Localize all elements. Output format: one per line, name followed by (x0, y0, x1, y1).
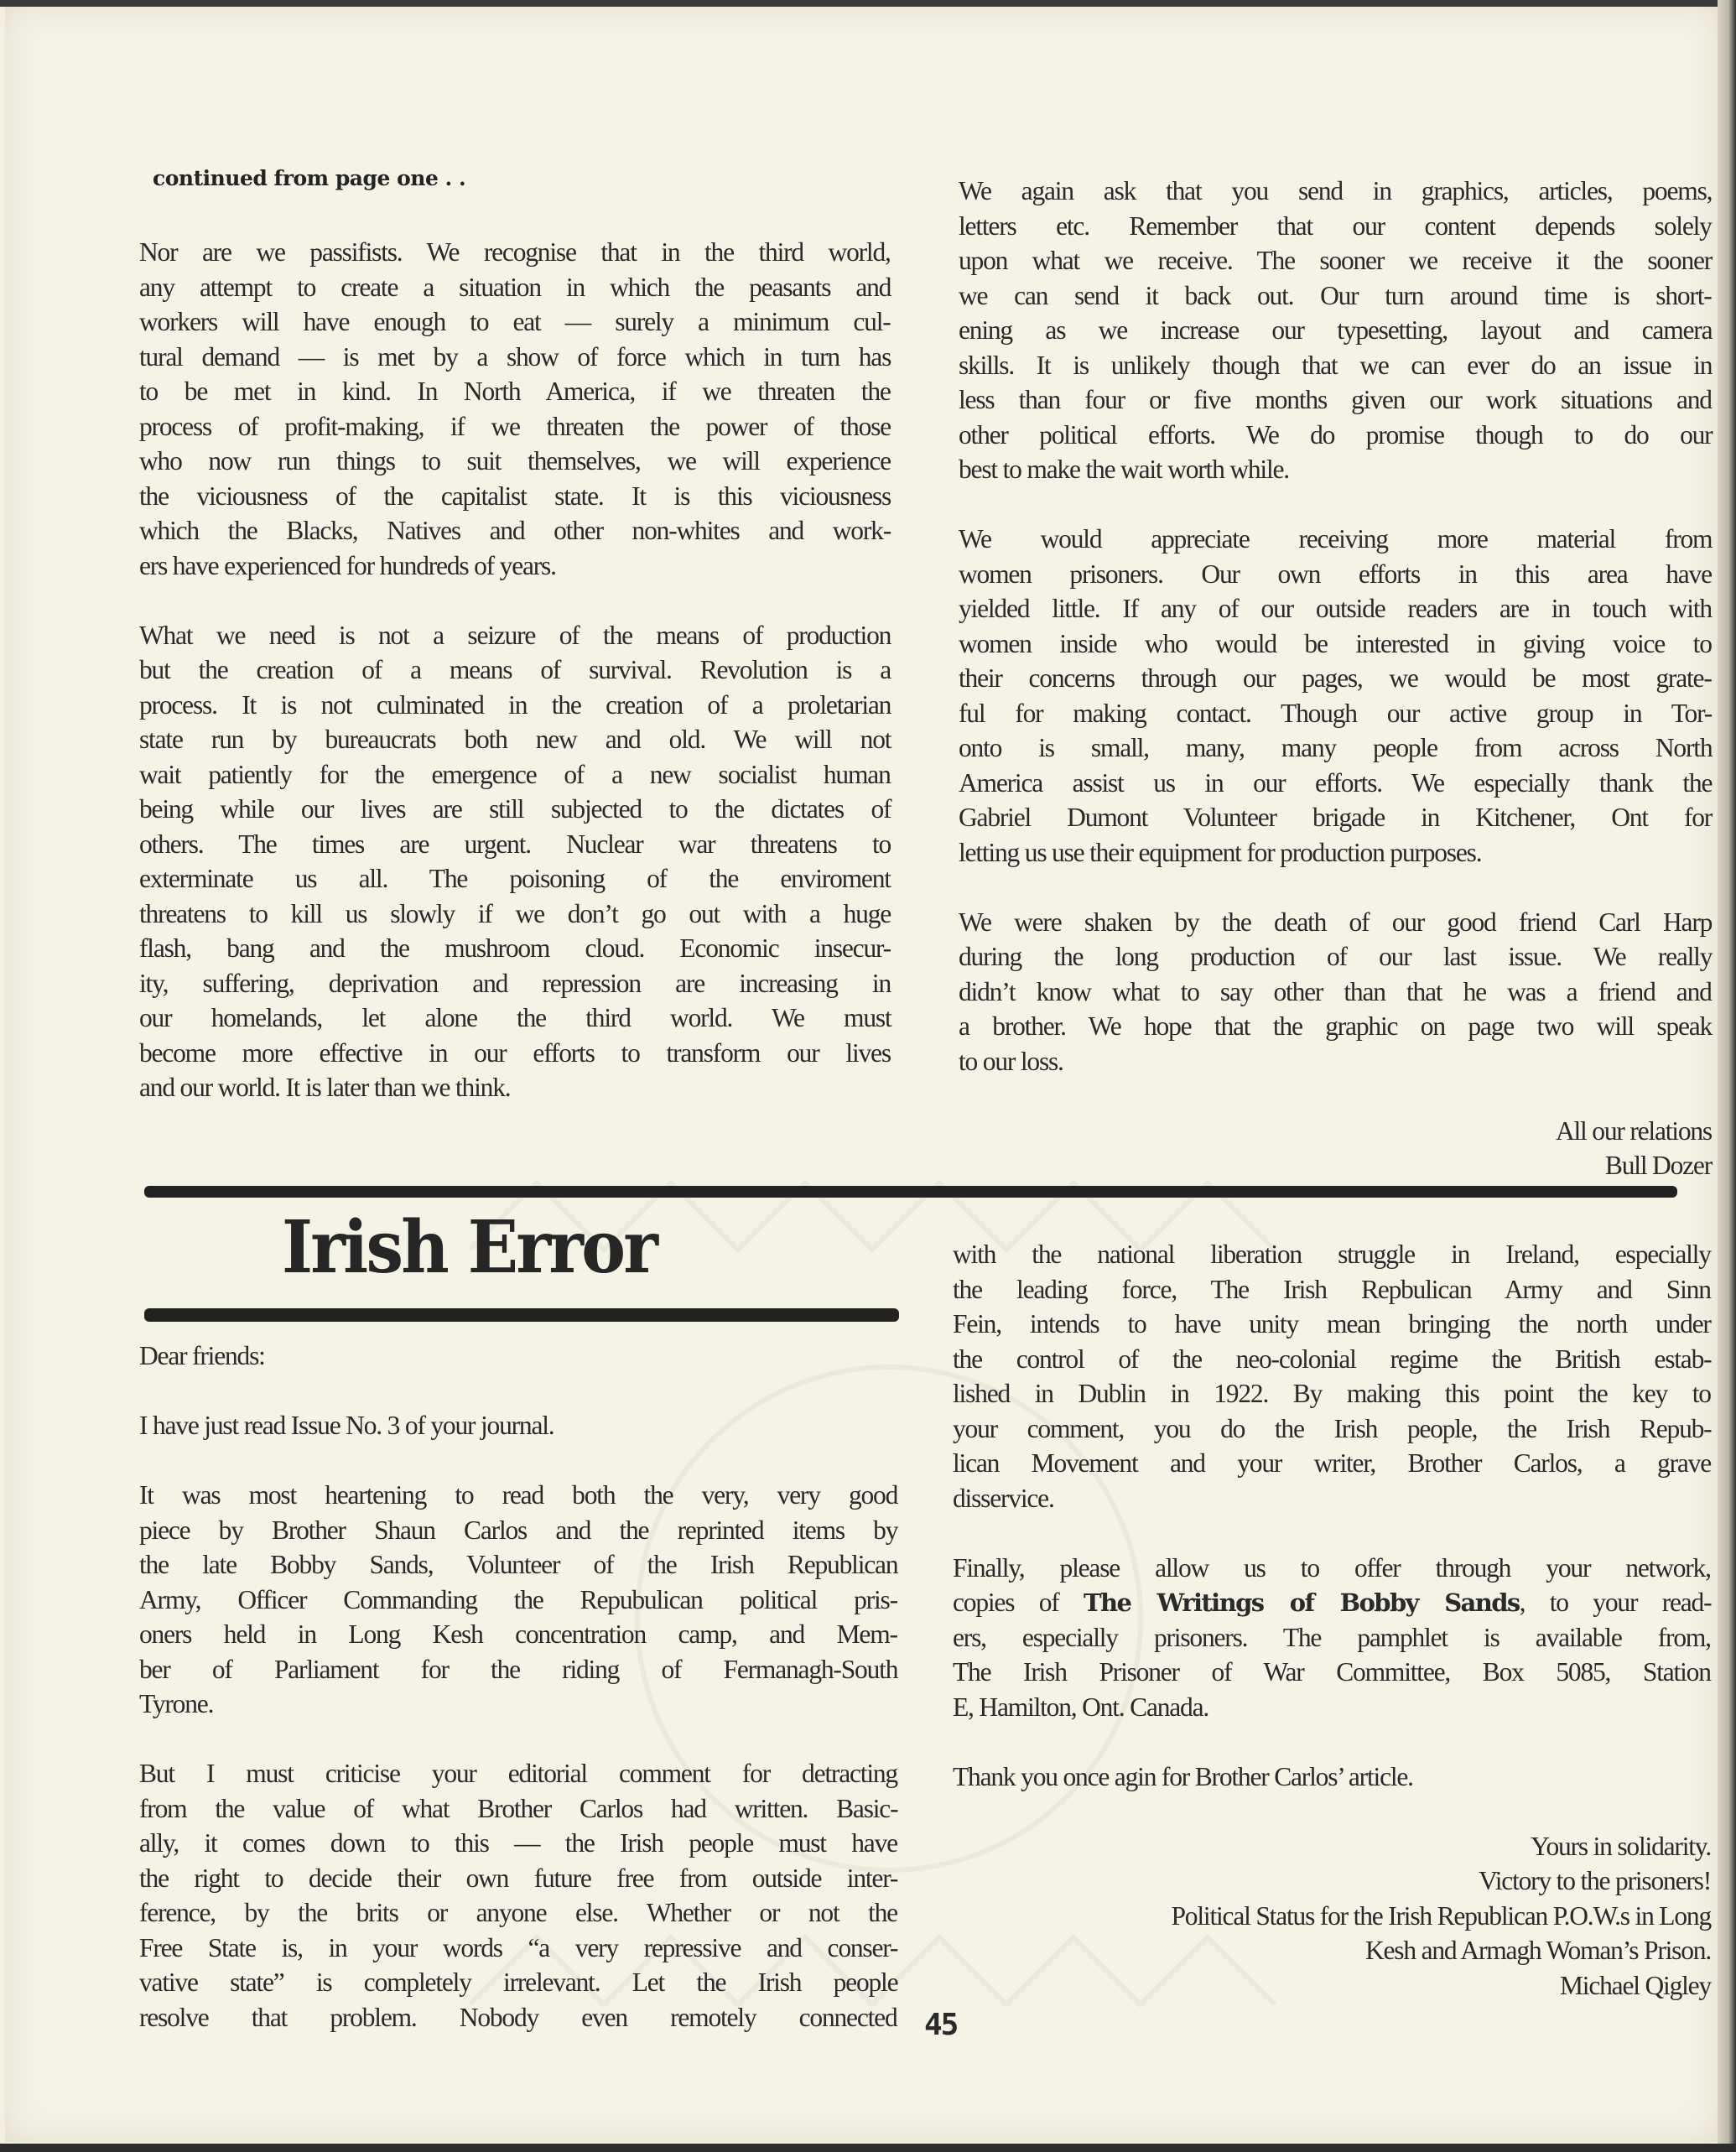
text-line: to be met in kind. In North America, if we threaten the (139, 377, 891, 406)
closing-line: Victory to the prisoners! (1479, 1866, 1711, 1895)
text-line: didn’t know what to say other than that he was a friend and (959, 976, 1712, 1006)
text-line: Fein, intends to have unity mean bringing the north under (953, 1309, 1711, 1339)
text-line: Finally, please allow us to offer through your network, (953, 1552, 1711, 1583)
article-left-column (139, 1339, 897, 2035)
text-line (953, 1585, 1711, 1620)
text-line: with the national liberation struggle in Ireland, especially (953, 1240, 1711, 1269)
text-line: exterminate us all. The poisoning of the enviroment (139, 864, 891, 893)
text-line: the viciousness of the capitalist state. It is this viciousness (139, 481, 891, 511)
page-number: 45 (924, 2008, 958, 2042)
text-line: We again ask that you send in graphics, articles, poems, (959, 176, 1713, 205)
article-headline: Irish Error (282, 1205, 657, 1290)
text-line: onto is small, many, many people from across North (959, 733, 1713, 762)
paragraph (953, 1760, 1711, 1795)
text-line: skills. It is unlikely though that we can ever do an issue in (959, 350, 1713, 380)
text-line: We would appreciate receiving more material from (959, 524, 1713, 554)
text-line: during the long production of our last issue. We really (959, 942, 1713, 971)
text-line: I have just read Issue No. 3 of your journal. (139, 1411, 554, 1440)
text-line: lished in Dublin in 1922. By making this point the key to (953, 1379, 1711, 1408)
text-line: Nor are we passifists. We recognise that in the third world, (139, 237, 891, 267)
text-line: we can send it back out. Our turn around time is short- (959, 280, 1712, 310)
text-line: wait patiently for the emergence of a new socialist human (139, 759, 891, 789)
text-line: our homelands, let alone the third world. We must (139, 1003, 891, 1032)
text-line: vative state” is completely irrelevant. Let the Irish people (139, 1967, 898, 1997)
article-right-column (953, 1237, 1711, 2003)
text-line: your comment, you do the Irish people, the Irish Repub- (953, 1413, 1712, 1443)
text-line: oners held in Long Kesh concentration camp, and Mem- (139, 1619, 897, 1649)
closing-line: All our relations (1555, 1115, 1712, 1146)
text-run: copies of (953, 1588, 1084, 1617)
text-line: ful for making contact. Though our active group in Tor- (959, 698, 1713, 728)
paragraph (139, 235, 891, 583)
letter-closing (953, 1829, 1711, 2004)
scan-edge-bottom (0, 2144, 1736, 2152)
closing-line: Michael Qigley (1559, 1970, 1711, 2000)
text-line: letters etc. Remember that our content depends solely (959, 211, 1712, 241)
text-line: women inside who would be interested in giving voice to (959, 628, 1712, 658)
text-line: We were shaken by the death of our good friend Carl Harp (959, 907, 1713, 937)
text-line: Army, Officer Commanding the Repubulican political pris- (139, 1584, 897, 1614)
text-line: being while our lives are still subjected to the dictates of (139, 794, 891, 824)
scan-edge-top (0, 0, 1736, 7)
text-line: ers have experienced for hundreds of years. (139, 550, 556, 580)
text-line: the late Bobby Sands, Volunteer of the Irish Republican (139, 1550, 898, 1579)
closing-line: Kesh and Armagh Woman’s Prison. (1364, 1936, 1711, 1965)
paragraph (959, 522, 1712, 870)
text-line: workers will have enough to eat — surely a minimum cul- (139, 307, 891, 336)
text-run: , to your read- (1519, 1588, 1712, 1617)
text-line: Tyrone. (139, 1689, 214, 1718)
signoff (959, 1114, 1712, 1183)
closing-line: Political Status for the Irish Republican P.O.W.s in Long (1171, 1900, 1711, 1931)
text-line: which the Blacks, Natives and other non-whites and work- (139, 516, 891, 545)
paragraph (953, 1237, 1711, 1515)
text-line: yielded little. If any of our outside readers are in touch with (959, 594, 1712, 623)
closing-line: Yours in solidarity. (1531, 1831, 1711, 1861)
text-line: What we need is not a seizure of the means of production (139, 620, 891, 650)
text-line: piece by Brother Shaun Carlos and the reprinted items by (139, 1515, 898, 1545)
left-column-editorial (139, 235, 891, 1105)
pamphlet-title: The Writings of Bobby Sands (1084, 1588, 1520, 1617)
text-line: other political efforts. We do promise though to do our (959, 419, 1713, 450)
text-line: upon what we receive. The sooner we receive it the sooner (959, 246, 1713, 275)
text-line: threatens to kill us slowly if we don’t go out with a huge (139, 898, 891, 928)
continued-kicker: continued from page one . . (153, 166, 466, 190)
text-line: But I must criticise your editorial comment for detracting (139, 1759, 897, 1788)
paragraph (959, 174, 1712, 487)
paragraph (139, 1756, 897, 2035)
text-line: ference, by the brits or anyone else. Whether or not the (139, 1898, 897, 1927)
text-line: others. The times are urgent. Nuclear war threatens to (139, 829, 891, 859)
text-line: but the creation of a means of survival. Revolution is a (139, 655, 891, 684)
text-line: ers, especially prisoners. The pamphlet is available from, (953, 1622, 1711, 1652)
text-line: process of profit-making, if we threaten the power of those (139, 411, 891, 441)
text-line: from the value of what Brother Carlos had written. Basic- (139, 1793, 898, 1823)
text-line: become more effective in our efforts to transform our lives (139, 1037, 891, 1068)
salutation: Dear friends: (139, 1341, 265, 1370)
text-line: Gabriel Dumont Volunteer brigade in Kitchener, Ont for (959, 803, 1713, 832)
text-line: The Irish Prisoner of War Committee, Box 5085, Station (953, 1657, 1711, 1687)
text-line: Thank you once agin for Brother Carlos’ article. (953, 1761, 1413, 1791)
text-line: E, Hamilton, Ont. Canada. (953, 1692, 1209, 1722)
text-line: to our loss. (959, 1046, 1063, 1076)
text-line: less than four or five months given our work situations and (959, 385, 1712, 414)
text-line: state run by bureaucrats both new and old. We will not (139, 725, 891, 754)
headline-underline-rule (144, 1308, 899, 1322)
text-line: process. It is not culminated in the creation of a proletarian (139, 689, 891, 720)
text-line: disservice. (953, 1483, 1054, 1513)
scan-edge-right (1718, 0, 1736, 2152)
paragraph (959, 905, 1712, 1079)
paragraph (139, 1408, 897, 1443)
text-line: ening as we increase our typesetting, layout and camera (959, 315, 1713, 345)
text-line: It was most heartening to read both the very, very good (139, 1480, 898, 1510)
text-line: ally, it comes down to this — the Irish people must have (139, 1828, 897, 1858)
text-line: lican Movement and your writer, Brother Carlos, a grave (953, 1448, 1712, 1478)
text-line: who now run things to suit themselves, we will experience (139, 446, 891, 476)
text-line: ity, suffering, deprivation and repression are increasing in (139, 968, 891, 998)
text-line: the leading force, The Irish Repbulican Army and Sinn (953, 1274, 1711, 1304)
text-line: women prisoners. Our own efforts in this area have (959, 559, 1712, 589)
text-line: best to make the wait worth while. (959, 455, 1289, 484)
text-line: and our world. It is later than we think. (139, 1073, 511, 1102)
paragraph (139, 618, 891, 1105)
text-line: a brother. We hope that the graphic on page two will speak (959, 1011, 1713, 1041)
text-line: tural demand — is met by a show of force which in turn has (139, 341, 891, 372)
text-line: letting us use their equipment for production purposes. (959, 837, 1482, 867)
section-divider-rule (144, 1186, 1677, 1198)
paragraph (139, 1478, 897, 1722)
text-line: ber of Parliament for the riding of Fermanagh-South (139, 1654, 898, 1684)
text-line: Free State is, in your words “a very repressive and conser- (139, 1932, 898, 1962)
paragraph (953, 1551, 1711, 1725)
text-line: America assist us in our efforts. We especially thank the (959, 767, 1713, 798)
text-line: any attempt to create a situation in which the peasants and (139, 272, 891, 302)
text-line: flash, bang and the mushroom cloud. Economic insecur- (139, 933, 891, 963)
closing-line: Bull Dozer (1604, 1151, 1712, 1180)
text-line: resolve that problem. Nobody even remotely connected (139, 2002, 897, 2032)
text-line: the right to decide their own future free from outside inter- (139, 1863, 898, 1893)
text-line: the control of the neo-colonial regime the British estab- (953, 1344, 1712, 1374)
text-line: their concerns through our pages, we would be most grate- (959, 663, 1712, 693)
right-column-editorial (959, 174, 1712, 1183)
